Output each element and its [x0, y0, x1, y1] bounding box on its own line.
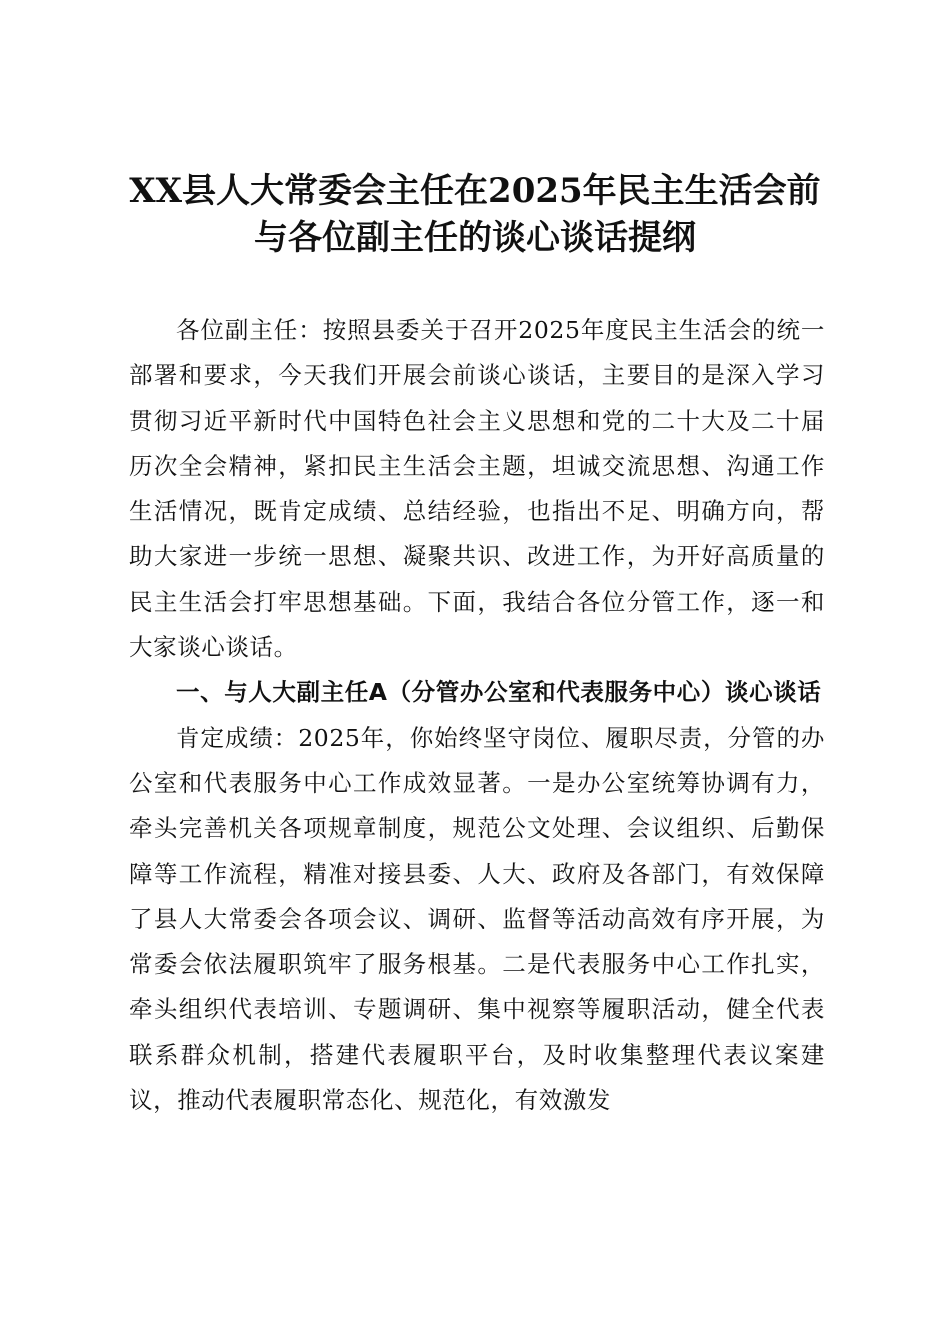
- document-title-line-2: 与各位副主任的谈心谈话提纲: [254, 218, 696, 258]
- document-title-line-1: XX县人大常委会主任在2025年民主生活会前: [129, 171, 821, 211]
- section-1-heading: 一、与人大副主任A（分管办公室和代表服务中心）谈心谈话: [176, 678, 822, 707]
- section-1-paragraph: 肯定成绩：2025年，你始终坚守岗位、履职尽责，分管的办公室和代表服务中心工作成效显著。一是办公室统筹协调有力，牵头完善机关各项规章制度，规范公文处理、会议组织、后勤保障等工作流程，精准对接县委、人大、政府及各部门，有效保障了县人大常委会各项会议、调研、监督等活动高效有序开展，为常委会依法履职筑牢了服务根基。二是代表服务中心工作扎实，牵头组织代表培训、专题调研、集中视察等履职活动，健全代表联系群众机制，搭建代表履职平台，及时收集整理代表议案建议，推动代表履职常态化、规范化，有效激发: [129, 723, 825, 1115]
- intro-paragraph: 各位副主任：按照县委关于召开2025年度民主生活会的统一部署和要求，今天我们开展会前谈心谈话，主要目的是深入学习贯彻习近平新时代中国特色社会主义思想和党的二十大及二十届历次全会精神，紧扣民主生活会主题，坦诚交流思想、沟通工作生活情况，既肯定成绩、总结经验，也指出不足、明确方向，帮助大家进一步统一思想、凝聚共识、改进工作，为开好高质量的民主生活会打牢思想基础。下面，我结合各位分管工作，逐一和大家谈心谈话。: [129, 316, 825, 662]
- document-body: [129, 308, 825, 1123]
